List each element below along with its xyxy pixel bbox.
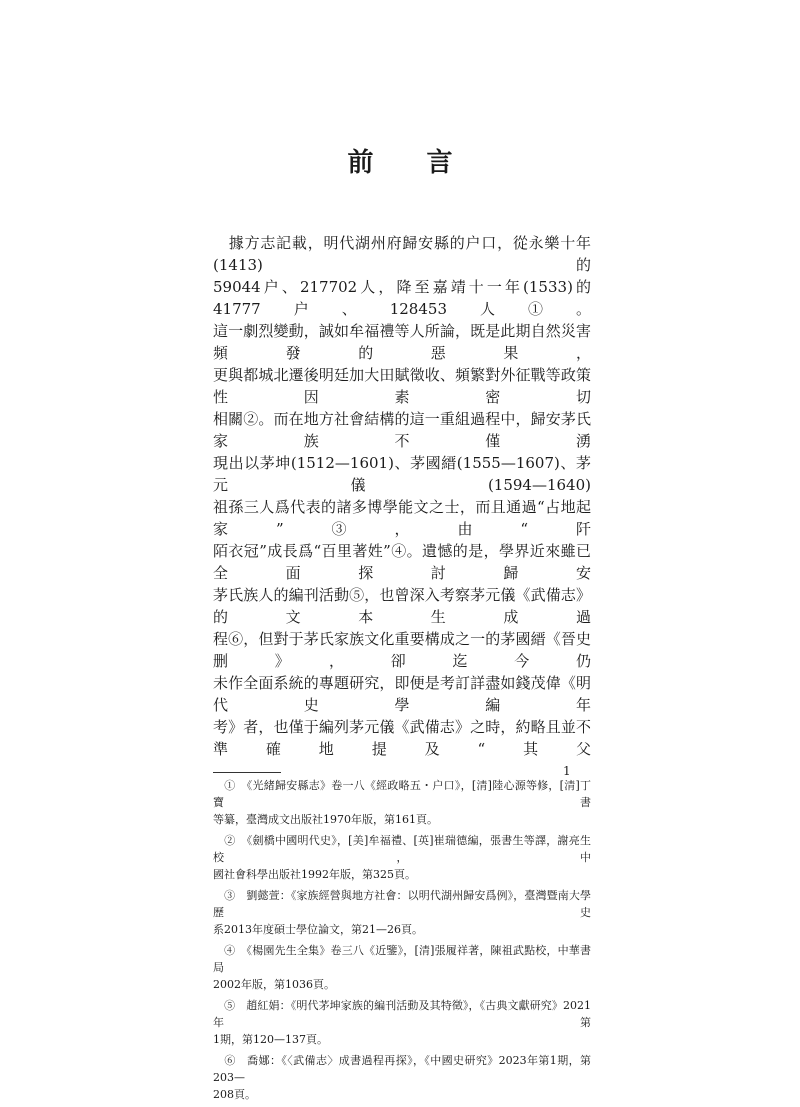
body-line: 未作全面系統的專題研究，即便是考訂詳盡如錢茂偉《明代史學編年 bbox=[213, 674, 591, 714]
footnote-line: ⑤ 趙紅娟：《明代茅坤家族的編刊活動及其特徵》，《古典文獻研究》2021年第 bbox=[213, 999, 591, 1029]
body-line: 祖孫三人爲代表的諸多博學能文之士，而且通過“占地起家”③，由“阡 bbox=[213, 498, 591, 538]
body-line: 59044户、217702人，降至嘉靖十一年(1533)的41777户、128453人①。 bbox=[213, 278, 591, 318]
footnote-line: 208頁。 bbox=[213, 1088, 256, 1101]
footnote-separator bbox=[213, 772, 281, 773]
footnote-5 bbox=[213, 997, 591, 1048]
body-line: 這一劇烈變動，誠如牟福禮等人所論，既是此期自然災害頻發的惡果， bbox=[213, 322, 591, 362]
footnote-line: ④ 《楊園先生全集》卷三八《近鑒》，[清]張履祥著，陳祖武點校，中華書局 bbox=[213, 944, 591, 974]
footnote-line: ① 《光緒歸安縣志》卷一八《經政略五・户口》，[清]陸心源等修，[清]丁寶書 bbox=[213, 779, 591, 809]
body-line: 陌衣冠”成長爲“百里著姓”④。遺憾的是，學界近來雖已全面探討歸安 bbox=[213, 542, 591, 582]
footnote-line: ② 《劍橋中國明代史》，[美]牟福禮、[英]崔瑞德編，張書生等譯，謝亮生校，中 bbox=[213, 834, 591, 864]
footnote-line: 等纂，臺灣成文出版社1970年版，第161頁。 bbox=[213, 813, 438, 826]
body-line: 現出以茅坤(1512—1601)、茅國縉(1555—1607)、茅元儀(1594—1640) bbox=[213, 454, 591, 494]
footnote-line: 2002年版，第1036頁。 bbox=[213, 978, 335, 991]
footnote-3 bbox=[213, 887, 591, 938]
body-line: 茅氏族人的編刊活動⑤，也曾深入考察茅元儀《武備志》的文本生成過 bbox=[213, 586, 591, 626]
footnote-line: ⑥ 喬娜：《〈武備志〉成書過程再探》，《中國史研究》2023年第1期，第203— bbox=[213, 1054, 591, 1084]
body-line: 相關②。而在地方社會結構的這一重組過程中，歸安茅氏家族不僅湧 bbox=[213, 410, 591, 450]
body-line: 更與都城北遷後明廷加大田賦徵收、頻繁對外征戰等政策性因素密切 bbox=[213, 366, 591, 406]
page-number: 1 bbox=[563, 764, 571, 778]
footnote-line: ③ 劉懿萱：《家族經營與地方社會：以明代湖州歸安爲例》，臺灣暨南大學歷史 bbox=[213, 889, 591, 919]
footnote-1 bbox=[213, 777, 591, 828]
footnote-2 bbox=[213, 832, 591, 883]
footnote-line: 系2013年度碩士學位論文，第21—26頁。 bbox=[213, 923, 423, 936]
footnote-4 bbox=[213, 942, 591, 993]
footnote-6 bbox=[213, 1052, 591, 1103]
footnotes bbox=[213, 777, 591, 1107]
body-text bbox=[213, 232, 591, 760]
footnote-line: 1期，第120—137頁。 bbox=[213, 1033, 328, 1046]
body-line: 據方志記載，明代湖州府歸安縣的户口，從永樂十年(1413)的 bbox=[213, 234, 591, 274]
page-content bbox=[213, 232, 591, 1107]
page-title: 前 言 bbox=[347, 148, 475, 178]
body-line: 程⑥，但對于茅氏家族文化重要構成之一的茅國縉《晉史删》，卻迄今仍 bbox=[213, 630, 591, 670]
footnote-line: 國社會科學出版社1992年版，第325頁。 bbox=[213, 868, 416, 881]
body-line: 考》者，也僅于編列茅元儀《武備志》之時，約略且並不準確地提及“其父 bbox=[213, 718, 591, 758]
